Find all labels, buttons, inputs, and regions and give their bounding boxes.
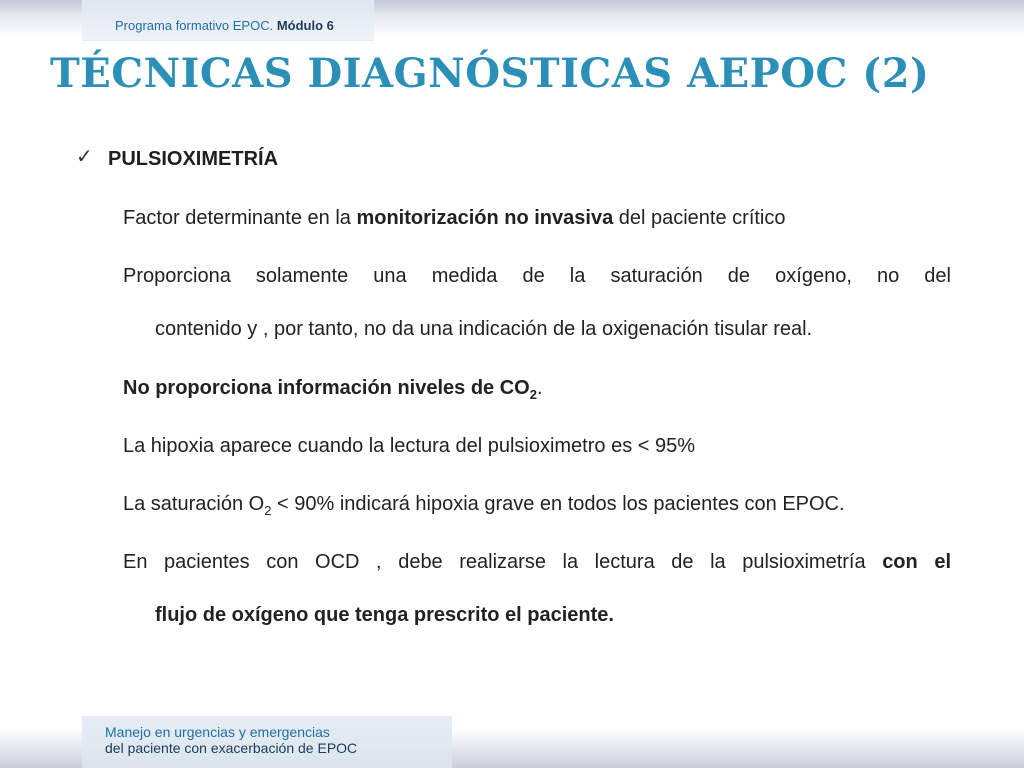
p5-text-c: < 90% indicará hipoxia grave en todos los pacientes con EPOC. (271, 493, 845, 515)
p2-line-2: contenido y , por tanto, no da una indicación de la oxigenación tisular real. (155, 318, 813, 340)
header-module: Módulo 6 (276, 18, 334, 33)
paragraph-2 (123, 250, 951, 356)
slide-title: TÉCNICAS DIAGNÓSTICAS AEPOC (2) (50, 50, 930, 97)
paragraph-5 (123, 478, 951, 531)
p3-text-a: No proporciona información niveles de CO (123, 377, 530, 399)
p1-text-bold: monitorización no invasiva (356, 207, 614, 229)
p6-text-a: En pacientes con OCD , debe realizarse la lectura de la pulsioximetría (123, 551, 883, 573)
header-program: Programa formativo EPOC. (115, 18, 274, 33)
p3-text-c: . (536, 377, 543, 399)
p1-text-a: Factor determinante en la (123, 207, 357, 229)
checkmark-icon: ✓ (76, 146, 93, 168)
p6-text-bold-a: con el (882, 551, 951, 573)
section-heading: PULSIOXIMETRÍA (108, 148, 279, 170)
paragraph-4: La hipoxia aparece cuando la lectura del pulsioximetro es < 95% (123, 435, 696, 457)
paragraph-6 (123, 536, 951, 642)
paragraph-1 (123, 192, 951, 245)
header-label (115, 18, 334, 33)
p5-subscript: 2 (264, 503, 272, 518)
p3-subscript: 2 (529, 387, 537, 402)
p6-line-2: flujo de oxígeno que tenga prescrito el paciente. (155, 604, 614, 626)
p2-line-1: Proporciona solamente una medida de la saturación de oxígeno, no del (123, 265, 951, 287)
paragraph-3 (123, 362, 951, 415)
p1-text-c: del paciente crítico (613, 207, 786, 229)
p5-text-a: La saturación O (123, 493, 265, 515)
footer-line-1: Manejo en urgencias y emergencias (105, 724, 330, 740)
footer-line-2: del paciente con exacerbación de EPOC (105, 740, 358, 756)
p6-line-1 (123, 536, 951, 589)
